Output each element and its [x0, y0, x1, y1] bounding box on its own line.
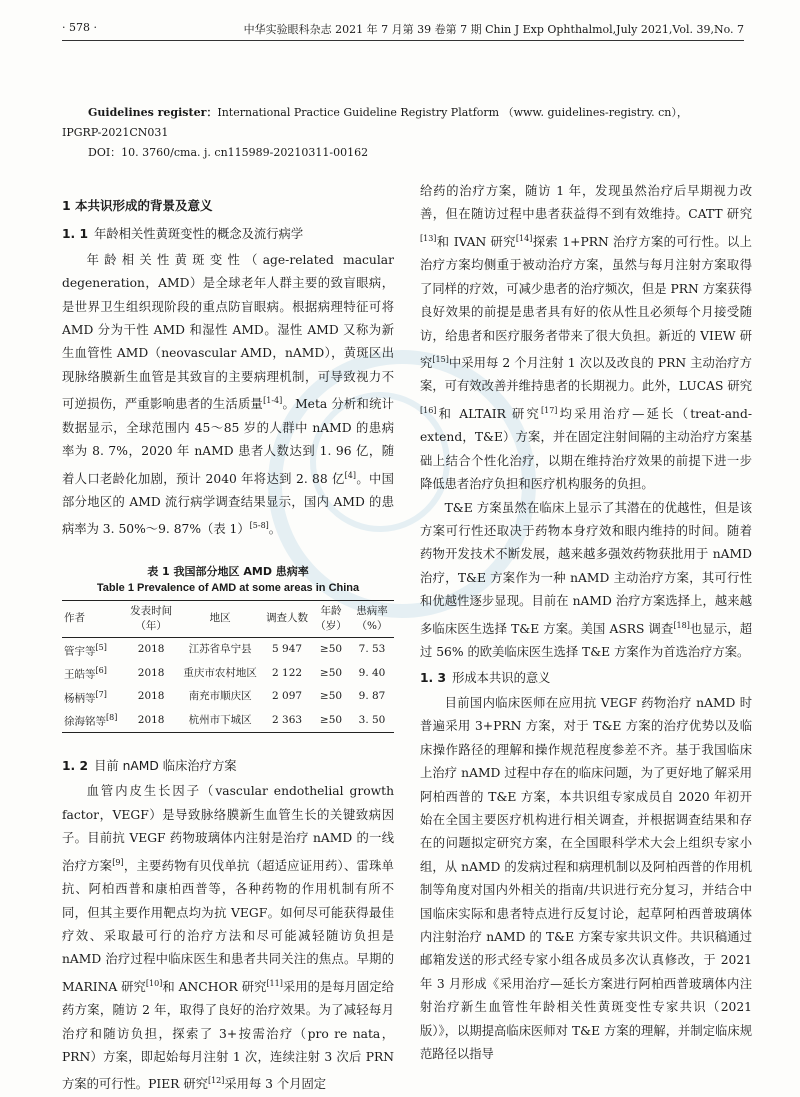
paragraph-te: T&E 方案虽然在临床上显示了其潜在的优越性，但是该方案可行性还取决于药物本身疗效和眼内维持的时间。随着药物开发技术不断发展，越来越多强效药物获批用于 nAMD 治疗，T&E 方案作为一种 nAMD 主动治疗方案，其可行性和优越性逐步显现。目前在 nAMD 治疗方案选择上，越来越多临床医生选择 T&E 方案。美国 ASRS 调查[18]也显示，超过 56% 的欧美临床医生选择 T&E 方案作为首选治疗方案。: [420, 500, 752, 660]
section-1-title: 1 本共识形成的背景及意义: [62, 198, 213, 213]
col-header: 调查人数: [266, 612, 309, 625]
guidelines-text: International Practice Guideline Registry Platform （www. guidelines-registry. cn），: [217, 106, 688, 119]
section-1-2-heading: 1. 2 目前 nAMD 临床治疗方案: [62, 758, 237, 773]
doi: DOI：10. 3760/cma. j. cn115989-20210311-00162: [88, 146, 369, 159]
section-1-3-heading: 1. 3 形成本共识的意义: [420, 670, 551, 685]
col-header: 患病率（%）: [356, 604, 388, 632]
col-header: 作者: [64, 612, 85, 625]
table-row: 王皓等[6] 2018 重庆市农村地区 2 122 ≥50 9. 40: [64, 666, 386, 681]
table-1: [62, 600, 394, 733]
guidelines-id: IPGRP-2021CN031: [62, 126, 169, 139]
paragraph-1-2-continued: 给药的治疗方案，随访 1 年，发现虽然治疗后早期视力改善，但在随访过程中患者获益得不到有效维持。CATT 研究[13]和 IVAN 研究[14]探索 1+PRN 治疗方案的可行性。以上治疗方案均侧重于被动治疗方案，虽然与每月注射方案取得了同样的疗效，可减少患者的治疗频次，但是 PRN 方案获得良好效果的前提是患者具有好的依从性且必须每个月接受随访，给患者和医疗服务者带来了很大负担。新近的 VIEW 研究[15]中采用每 2 个月注射 1 次以及改良的 PRN 主动治疗方案，可有效改善并维持患者的长期视力。此外，LUCAS 研究[16]和 ALTAIR 研究[17]均采用治疗—延长（treat-and-extend，T&E）方案，并在固定注射间隔的主动治疗方案基础上结合个性化治疗，以期在维持治疗效果的前提下进一步降低患者治疗负担和医疗机构服务的负担。: [420, 184, 753, 492]
table-1-title-cn: 表 1 我国部分地区 AMD 患病率: [147, 564, 309, 578]
guidelines-label: Guidelines register：: [88, 106, 218, 119]
section-1-1-heading: 1. 1 年龄相关性黄斑变性的概念及流行病学: [62, 227, 304, 242]
table-row: 杨柄等[7] 2018 南充市顺庆区 2 097 ≥50 9. 87: [64, 689, 386, 705]
paragraph-1-1: 年龄相关性黄斑变性（age-related macular degeneration，AMD）是全球老年人群主要的致盲眼病，是世界卫生组织现阶段的重点防盲眼病。根据病理特征可将 AMD 分为干性 AMD 和湿性 AMD。湿性 AMD 又称为新生血管性 AMD（neovascular AMD，nAMD），黄斑区出现脉络膜新生血管是其致盲的主要病理机制，可导致视力不可逆损伤，严重影响患者的生活质量[1-4]。Meta 分析和统计数据显示，全球范围内 45～85 岁的人群中 nAMD 的患病率为 8. 7%，2020 年 nAMD 患者人数达到 1. 96 亿，随着人口老龄化加剧，预计 2040 年将达到 2. 88 亿[4]。中国部分地区的 AMD 流行病学调查结果显示，国内 AMD 的患病率为 3. 50%～9. 87%（表 1）[5-8]。: [62, 252, 394, 537]
journal-info: 中华实验眼科杂志 2021 年 7 月第 39 卷第 7 期 Chin J Exp Ophthalmol,July 2021,Vol. 39,No. 7: [243, 23, 744, 36]
col-header: 发表时间（年）: [130, 604, 173, 632]
paragraph-1-3: 目前国内临床医师在应用抗 VEGF 药物治疗 nAMD 时普遍采用 3+PRN 方案，对于 T&E 方案的治疗优势以及临床操作路径的理解和操作规范程度参差不齐。基于我国临床上治疗 nAMD 过程中存在的临床问题，为了更好地了解采用阿柏西普的 T&E 方案，本共识组专家成员自 2020 年初开始在全国主要医疗机构进行相关调查，并根据调查结果和存在的问题拟定研究方案，在全国眼科学术大会上组织专家小组，从 nAMD 的发病过程和病理机制以及阿柏西普的作用机制等角度对国内外相关的指南/共识进行充分复习，并结合中国临床实际和患者特点进行反复讨论，起草阿柏西普玻璃体内注射治疗 nAMD 的 T&E 方案专家共识文件。共识稿通过邮箱发送的形式经专家小组各成员多次认真修改，于 2021 年 3 月形成《采用治疗—延长方案进行阿柏西普玻璃体内注射治疗新生血管性年龄相关性黄斑变性专家共识（2021 版）》，以期提高临床医师对 T&E 方案的理解，并制定临床规范路径以指导: [420, 695, 752, 1061]
running-header: [62, 18, 744, 41]
table-row: 管宇等[5] 2018 江苏省阜宁县 5 947 ≥50 7. 53: [64, 642, 386, 658]
guidelines-register: [62, 103, 752, 163]
col-header: 地区: [209, 612, 231, 625]
table-1-title-en: Table 1 Prevalence of AMD at some areas in China: [96, 581, 360, 594]
page-number: · 578 ·: [62, 21, 97, 34]
right-column: [420, 180, 752, 1066]
left-column: [62, 186, 394, 1097]
col-header: 年龄（岁）: [315, 604, 347, 632]
paragraph-1-2: 血管内皮生长因子（vascular endothelial growth factor，VEGF）是导致脉络膜新生血管生长的关键致病因子。目前抗 VEGF 药物玻璃体内注射是治疗 nAMD 的一线治疗方案[9]，主要药物有贝伐单抗（超适应证用药）、雷珠单抗、阿柏西普和康柏西普等，各种药物的作用机制有所不同，但其主要作用靶点均为抗 VEGF。如何尽可能获得最佳疗效、采取最可行的治疗方法和尽可能减轻随访负担是 nAMD 治疗过程中临床医生和患者共同关注的焦点。早期的 MARINA 研究[10]和 ANCHOR 研究[11]采用的是每月固定给药方案，随访 2 年，取得了良好的治疗效果。为了减轻每月治疗和随访负担，探索了 3+按需治疗（pro re nata，PRN）方案，即起始每月注射 1 次，连续注射 3 次后 PRN 方案的可行性。PIER 研究[12]采用每 3 个月固定: [62, 784, 394, 1092]
table-row: 徐海铭等[8] 2018 杭州市下城区 2 363 ≥50 3. 50: [62, 708, 394, 732]
